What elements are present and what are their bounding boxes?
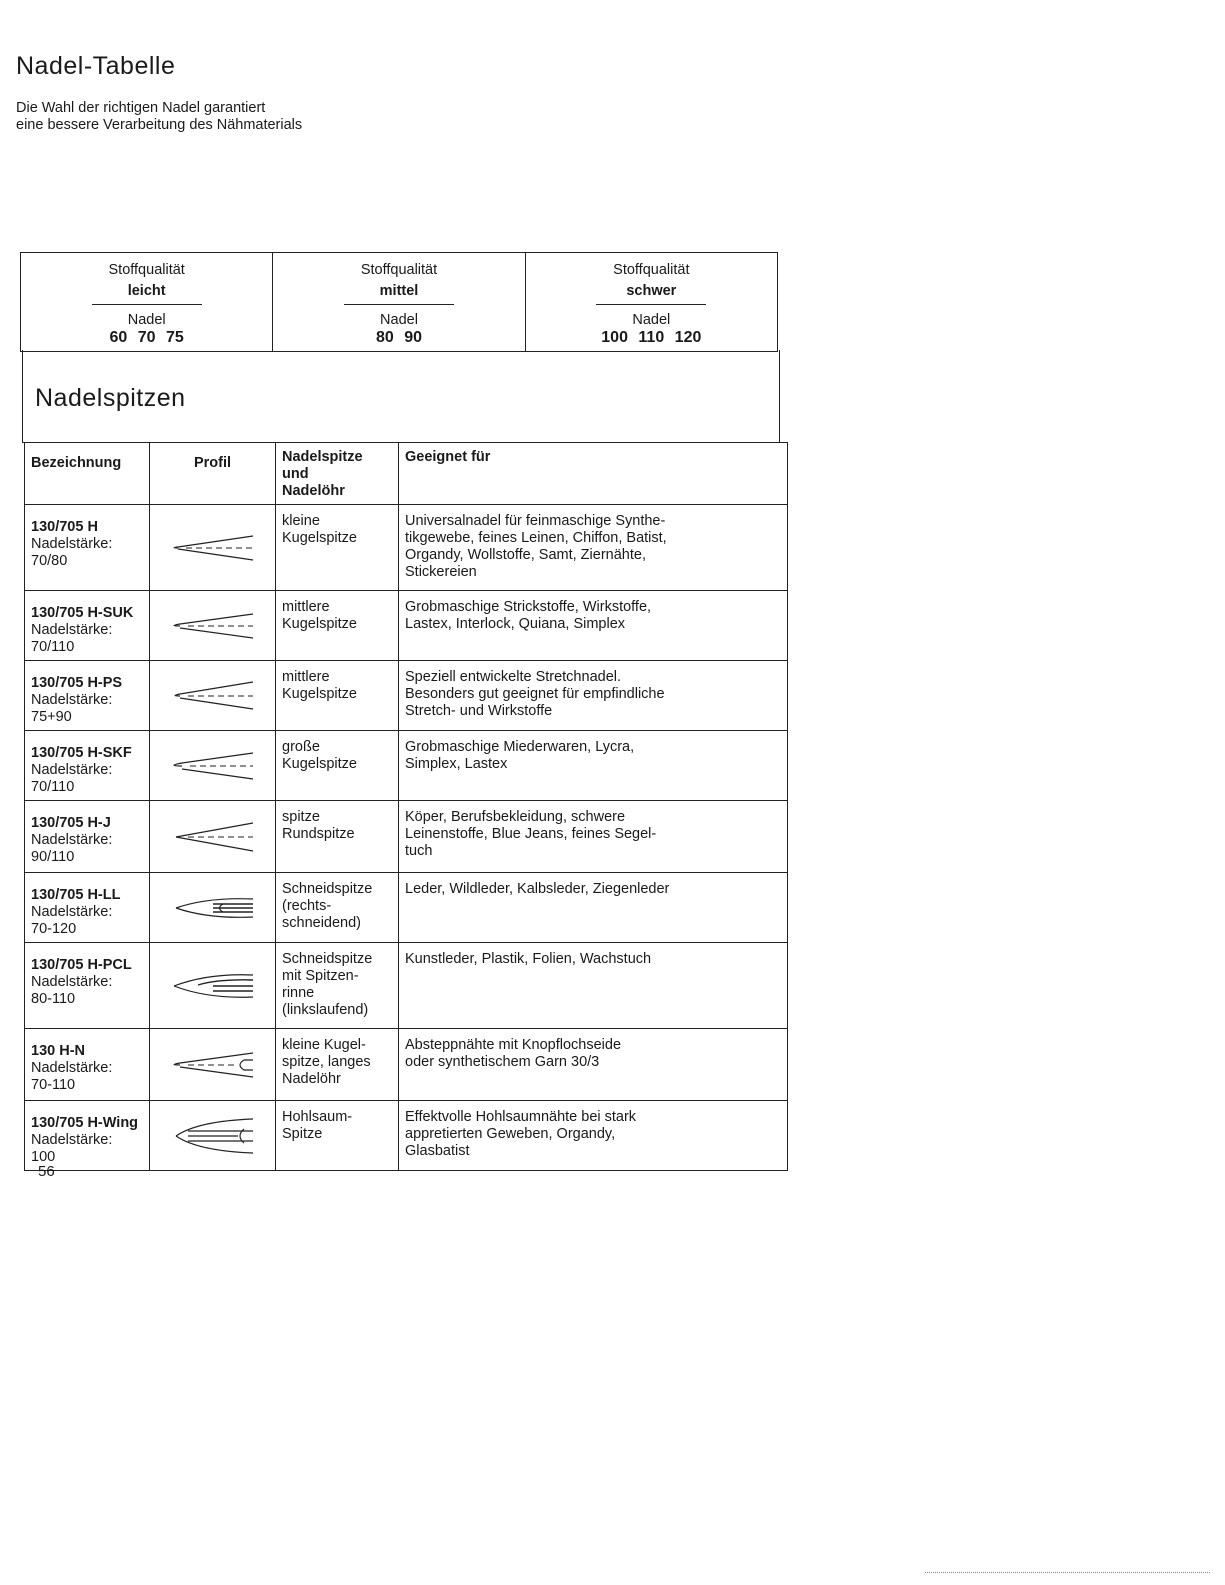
needle-tip-line: große — [282, 739, 320, 755]
needle-size-label: Nadelstärke: — [31, 536, 113, 552]
needle-designation-cell — [25, 1029, 150, 1101]
needle-size-label: Nadelstärke: — [31, 762, 113, 778]
needle-tip-line: Rundspitze — [282, 826, 355, 842]
needle-tip-cell — [276, 1029, 399, 1101]
needle-size-label: Nadelstärke: — [31, 832, 113, 848]
needle-use-line: tikgewebe, feines Leinen, Chiffon, Batist, — [405, 530, 667, 546]
needle-ball-point-medium-icon — [150, 603, 275, 649]
needle-profile-cell — [150, 873, 276, 943]
needle-use-cell — [399, 661, 788, 731]
table-row — [25, 801, 788, 873]
divider — [344, 304, 454, 305]
needle-profile-cell — [150, 591, 276, 661]
needle-use-cell — [399, 591, 788, 661]
needle-designation-cell — [25, 943, 150, 1029]
needle-use-line: Effektvolle Hohlsaumnähte bei stark — [405, 1109, 637, 1125]
quality-light — [21, 253, 272, 351]
needle-designation-cell — [25, 731, 150, 801]
needle-size-value: 70/110 — [31, 779, 75, 795]
table-row — [25, 591, 788, 661]
needle-code: 130/705 H-PS — [31, 675, 123, 691]
needle-use-line: oder synthetischem Garn 30/3 — [405, 1054, 600, 1070]
needle-ball-point-large-icon — [150, 743, 275, 789]
needle-stretch-icon — [150, 673, 275, 719]
needle-profile-cell — [150, 731, 276, 801]
needle-use-line: Simplex, Lastex — [405, 756, 508, 772]
needle-size-value: 100 — [31, 1149, 56, 1165]
needle-tip-line: Kugelspitze — [282, 686, 357, 702]
table-row — [25, 505, 788, 591]
needle-sharp-point-icon — [150, 814, 275, 860]
page-title: Nadel-Tabelle — [16, 52, 176, 80]
needle-topstitch-long-eye-icon — [150, 1042, 275, 1088]
needle-tip-line: rinne — [282, 985, 315, 1001]
needle-use-line: Stretch- und Wirkstoffe — [405, 703, 553, 719]
needle-size-value: 90/110 — [31, 849, 75, 865]
quality-weight: mittel — [379, 283, 419, 299]
needle-designation-cell — [25, 591, 150, 661]
needle-tip-line: spitze — [282, 809, 320, 825]
needle-use-line: Lastex, Interlock, Quiana, Simplex — [405, 616, 626, 632]
needle-size-label: Nadelstärke: — [31, 622, 113, 638]
needle-sizes: 100 110 120 — [601, 329, 702, 346]
needle-profile-cell — [150, 801, 276, 873]
needle-tip-line: mittlere — [282, 599, 330, 615]
needle-use-line: Universalnadel für feinmaschige Synthe- — [405, 513, 666, 529]
needle-rows — [25, 505, 788, 1171]
header-bezeichnung: Bezeichnung — [25, 443, 150, 505]
needle-tip-cell — [276, 873, 399, 943]
needle-use-line: Glasbatist — [405, 1143, 470, 1159]
needle-profile-cell — [150, 943, 276, 1029]
needle-tip-line: Schneidspitze — [282, 881, 373, 897]
needle-label: Nadel — [632, 312, 671, 328]
needle-wing-hemstitch-icon — [150, 1113, 275, 1159]
needle-code: 130/705 H-LL — [31, 887, 121, 903]
needle-tip-line: kleine — [282, 513, 320, 529]
page-number: 56 — [38, 1163, 55, 1180]
needle-tip-line: mit Spitzen- — [282, 968, 359, 984]
fabric-quality-box — [20, 252, 778, 352]
scan-artifact-line — [925, 1572, 1210, 1573]
needle-code: 130/705 H-J — [31, 815, 111, 831]
needle-tip-cell — [276, 591, 399, 661]
intro-text — [16, 100, 302, 134]
header-geeignet: Geeignet für — [399, 443, 788, 505]
needle-use-line: tuch — [405, 843, 433, 859]
needle-tip-cell — [276, 661, 399, 731]
quality-weight: schwer — [626, 283, 677, 299]
table-row — [25, 1029, 788, 1101]
header-nadelspitze-line-1: Nadelspitze und — [282, 449, 363, 482]
quality-label: Stoffqualität — [613, 262, 690, 278]
needle-tip-line: mittlere — [282, 669, 330, 685]
needle-size-value: 75+90 — [31, 709, 72, 725]
needle-ball-point-small-icon — [150, 525, 275, 571]
needle-tip-cell — [276, 801, 399, 873]
quality-label: Stoffqualität — [360, 262, 438, 278]
needle-designation-cell — [25, 801, 150, 873]
needle-use-cell — [399, 801, 788, 873]
needle-designation-cell — [25, 1101, 150, 1171]
divider — [92, 304, 202, 305]
table-row — [25, 943, 788, 1029]
needle-tip-line: kleine Kugel- — [282, 1037, 366, 1053]
needle-code: 130/705 H-PCL — [31, 957, 132, 973]
needle-use-line: Leinenstoffe, Blue Jeans, feines Segel- — [405, 826, 657, 842]
needle-use-line: Köper, Berufsbekleidung, schwere — [405, 809, 626, 825]
needle-use-line: Leder, Wildleder, Kalbsleder, Ziegenleder — [405, 881, 670, 897]
needle-tip-line: Spitze — [282, 1126, 323, 1142]
quality-heavy — [525, 253, 777, 351]
quality-weight: leicht — [127, 283, 166, 299]
needle-tip-line: (linkslaufend) — [282, 1002, 369, 1018]
needle-use-cell — [399, 873, 788, 943]
needle-profile-cell — [150, 1029, 276, 1101]
needle-use-line: Kunstleder, Plastik, Folien, Wachstuch — [405, 951, 652, 967]
needle-table — [24, 442, 788, 1171]
needle-use-line: Grobmaschige Miederwaren, Lycra, — [405, 739, 635, 755]
needle-tip-line: Kugelspitze — [282, 530, 357, 546]
needle-size-value: 70-120 — [31, 921, 77, 937]
section-heading-box — [22, 350, 780, 443]
needle-tip-line: Schneidspitze — [282, 951, 373, 967]
needle-use-line: Absteppnähte mit Knopflochseide — [405, 1037, 622, 1053]
needle-label: Nadel — [127, 312, 166, 328]
needle-use-cell — [399, 943, 788, 1029]
needle-leather-cutting-icon — [150, 885, 275, 931]
header-nadelspitze-line-2: Nadelöhr — [282, 483, 345, 499]
needle-tip-line: schneidend) — [282, 915, 361, 931]
needle-tip-line: (rechts- — [282, 898, 332, 914]
needle-sizes: 80 90 — [375, 329, 423, 346]
intro-line-2: eine bessere Verarbeitung des Nähmaterials — [16, 117, 303, 133]
needle-size-value: 70-110 — [31, 1077, 76, 1093]
intro-line-1: Die Wahl der richtigen Nadel garantiert — [16, 100, 266, 116]
needle-profile-cell — [150, 505, 276, 591]
needle-tip-line: Nadelöhr — [282, 1071, 341, 1087]
needle-code: 130/705 H — [31, 519, 98, 535]
needle-tip-line: Hohlsaum- — [282, 1109, 353, 1125]
needle-designation-cell — [25, 661, 150, 731]
needle-use-cell — [399, 1029, 788, 1101]
needle-tip-cell — [276, 943, 399, 1029]
needle-tip-cell — [276, 1101, 399, 1171]
needle-sizes: 60 70 75 — [109, 329, 184, 346]
divider — [596, 304, 706, 305]
needle-use-cell — [399, 731, 788, 801]
needle-profile-cell — [150, 1101, 276, 1171]
needle-size-label: Nadelstärke: — [31, 904, 113, 920]
section-title: Nadelspitzen — [35, 384, 186, 412]
needle-tip-cell — [276, 731, 399, 801]
needle-size-label: Nadelstärke: — [31, 974, 113, 990]
quality-label: Stoffqualität — [108, 262, 185, 278]
needle-code: 130/705 H-SKF — [31, 745, 132, 761]
header-profil: Profil — [150, 443, 276, 505]
needle-use-line: Besonders gut geeignet für empfindliche — [405, 686, 665, 702]
needle-tip-line: spitze, langes — [282, 1054, 371, 1070]
table-row — [25, 731, 788, 801]
needle-designation-cell — [25, 505, 150, 591]
header-nadelspitze — [276, 443, 399, 505]
needle-size-value: 80-110 — [31, 991, 76, 1007]
table-header-row — [25, 443, 788, 505]
needle-use-line: Speziell entwickelte Stretchnadel. — [405, 669, 622, 685]
needle-code: 130/705 H-SUK — [31, 605, 134, 621]
needle-size-value: 70/110 — [31, 639, 75, 655]
needle-size-value: 70/80 — [31, 553, 68, 569]
quality-medium — [272, 253, 524, 351]
needle-use-cell — [399, 1101, 788, 1171]
needle-size-label: Nadelstärke: — [31, 1060, 113, 1076]
table-row — [25, 661, 788, 731]
needle-use-line: Organdy, Wollstoffe, Samt, Ziernähte, — [405, 547, 646, 563]
needle-size-label: Nadelstärke: — [31, 692, 113, 708]
needle-cutting-groove-icon — [150, 963, 275, 1009]
needle-profile-cell — [150, 661, 276, 731]
needle-use-cell — [399, 505, 788, 591]
needle-tip-cell — [276, 505, 399, 591]
needle-use-line: Grobmaschige Strickstoffe, Wirkstoffe, — [405, 599, 652, 615]
needle-size-label: Nadelstärke: — [31, 1132, 113, 1148]
needle-use-line: Stickereien — [405, 564, 477, 580]
table-row — [25, 1101, 788, 1171]
needle-designation-cell — [25, 873, 150, 943]
needle-use-line: appretierten Geweben, Organdy, — [405, 1126, 616, 1142]
needle-code: 130/705 H-Wing — [31, 1115, 139, 1131]
needle-tip-line: Kugelspitze — [282, 756, 357, 772]
needle-tip-line: Kugelspitze — [282, 616, 357, 632]
table-row — [25, 873, 788, 943]
needle-label: Nadel — [380, 312, 418, 328]
needle-code: 130 H-N — [31, 1043, 85, 1059]
